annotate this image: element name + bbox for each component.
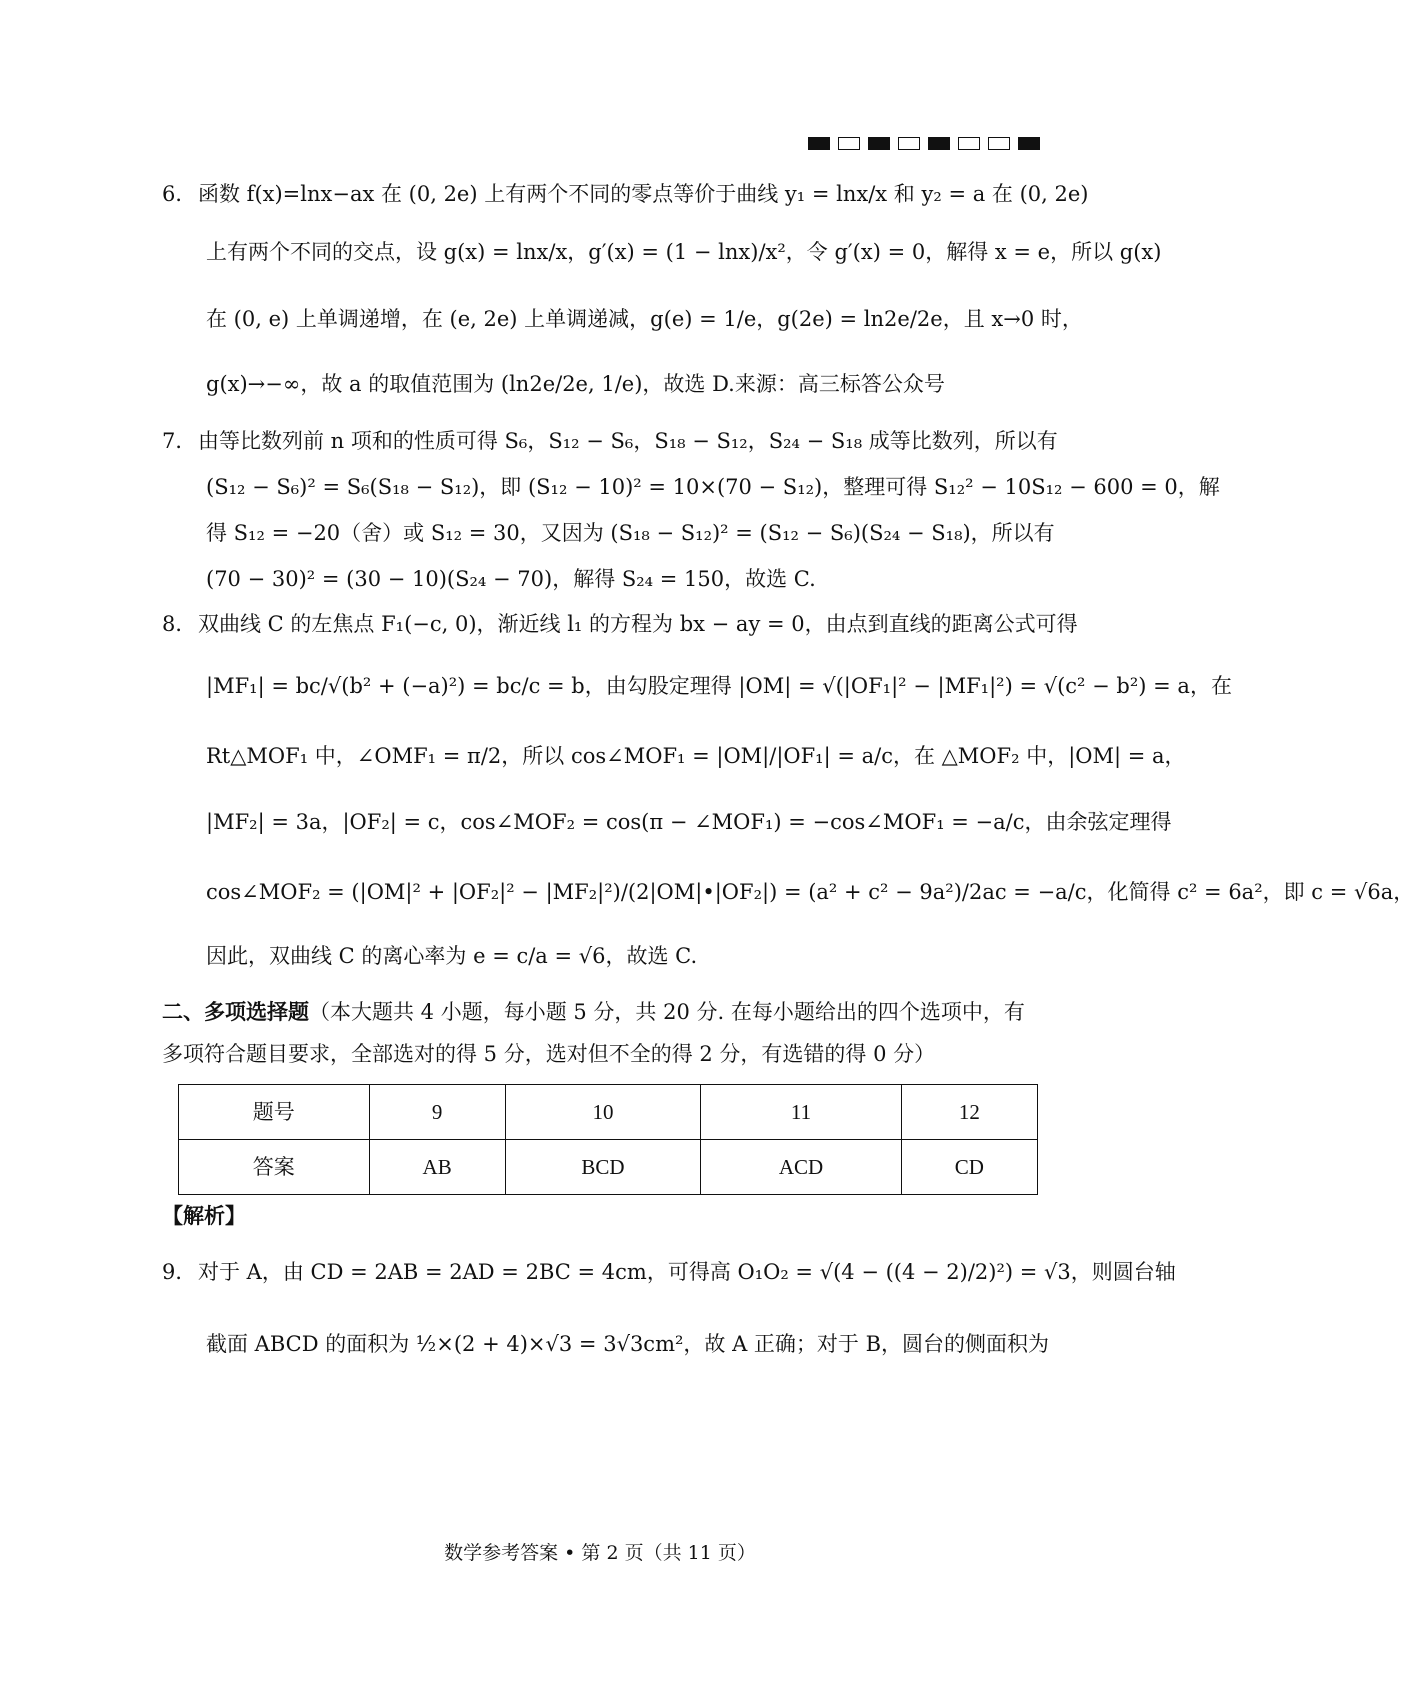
q6-line-2: 上有两个不同的交点，设 g(x) = lnx/x，g′(x) = (1 − lnx)/x²，令 g′(x) = 0，解得 x = e，所以 g(x) [206,240,1162,264]
table-cell: 12 [901,1085,1037,1140]
q8-line-5: cos∠MOF₂ = (|OM|² + |OF₂|² − |MF₂|²)/(2|OM|•|OF₂|) = (a² + c² − 9a²)/2ac = −a/c，化简得 c² = 6a²，即 c = √6a， [206,880,1414,904]
table-cell: 9 [369,1085,505,1140]
question-number: 8． [162,612,197,636]
question-number: 7． [162,429,197,453]
filled-mark [928,137,950,150]
empty-mark [838,137,860,150]
filled-mark [1018,137,1040,150]
question-number: 6． [162,182,197,206]
table-cell: 10 [505,1085,701,1140]
q8-line-2: |MF₁| = bc/√(b² + (−a)²) = bc/c = b，由勾股定理得 |OM| = √(|OF₁|² − |MF₁|²) = √(c² − b²) = a，在 [206,674,1232,698]
table-cell: BCD [505,1140,701,1195]
empty-mark [958,137,980,150]
q7-line-1: 7．由等比数列前 n 项和的性质可得 S₆，S₁₂ − S₆，S₁₈ − S₁₂，S₂₄ − S₁₈ 成等比数列，所以有 [162,425,1058,458]
q9-line-2: 截面 ABCD 的面积为 ½×(2 + 4)×√3 = 3√3cm²，故 A 正确；对于 B，圆台的侧面积为 [206,1332,1050,1356]
table-row [179,1085,1038,1140]
q9-line-1: 9．对于 A，由 CD = 2AB = 2AD = 2BC = 4cm，可得高 O₁O₂ = √(4 − ((4 − 2)/2)²) = √3，则圆台轴 [162,1256,1176,1289]
filled-mark [868,137,890,150]
table-cell: AB [369,1140,505,1195]
table-cell: 题号 [179,1085,370,1140]
analysis-label: 【解析】 [162,1204,246,1228]
empty-mark [898,137,920,150]
table-cell: 11 [701,1085,901,1140]
q7-line-4: (70 − 30)² = (30 − 10)(S₂₄ − 70)，解得 S₂₄ = 150，故选 C. [206,567,816,591]
q6-line-4: g(x)→−∞，故 a 的取值范围为 (ln2e/2e, 1/e)，故选 D.来源：高三标答公众号 [206,372,945,396]
q7-line-3: 得 S₁₂ = −20（舍）或 S₁₂ = 30，又因为 (S₁₈ − S₁₂)² = (S₁₂ − S₆)(S₂₄ − S₁₈)，所以有 [206,521,1055,545]
page-footer: 数学参考答案 • 第 2 页（共 11 页） [444,1542,756,1564]
section-2-line-2: 多项符合题目要求，全部选对的得 5 分，选对但不全的得 2 分，有选错的得 0 分） [162,1042,936,1066]
q6-line-1: 6．函数 f(x)=lnx−ax 在 (0, 2e) 上有两个不同的零点等价于曲线 y₁ = lnx/x 和 y₂ = a 在 (0, 2e) [162,178,1088,211]
q8-line-1: 8．双曲线 C 的左焦点 F₁(−c, 0)，渐近线 l₁ 的方程为 bx − ay = 0，由点到直线的距离公式可得 [162,608,1078,641]
empty-mark [988,137,1010,150]
section-2-line-1: 二、多项选择题（本大题共 4 小题，每小题 5 分，共 20 分. 在每小题给出的四个选项中，有 [162,1000,1025,1024]
filled-mark [808,137,830,150]
q6-line-3: 在 (0, e) 上单调递增，在 (e, 2e) 上单调递减，g(e) = 1/e，g(2e) = ln2e/2e，且 x→0 时， [206,307,1083,331]
question-number: 9． [162,1260,197,1284]
table-cell: ACD [701,1140,901,1195]
q8-line-4: |MF₂| = 3a，|OF₂| = c，cos∠MOF₂ = cos(π − ∠MOF₁) = −cos∠MOF₁ = −a/c，由余弦定理得 [206,810,1172,834]
table-cell: CD [901,1140,1037,1195]
section-title: 二、多项选择题 [162,1000,309,1024]
q7-line-2: (S₁₂ − S₆)² = S₆(S₁₈ − S₁₂)，即 (S₁₂ − 10)² = 10×(70 − S₁₂)，整理可得 S₁₂² − 10S₁₂ − 600 = 0，解 [206,475,1220,499]
header-marks [808,137,1040,150]
q8-line-6: 因此，双曲线 C 的离心率为 e = c/a = √6，故选 C. [206,944,698,968]
table-row [179,1140,1038,1195]
answer-table [178,1084,1038,1195]
q8-line-3: Rt△MOF₁ 中，∠OMF₁ = π/2，所以 cos∠MOF₁ = |OM|/|OF₁| = a/c，在 △MOF₂ 中，|OM| = a， [206,744,1186,768]
table-cell: 答案 [179,1140,370,1195]
